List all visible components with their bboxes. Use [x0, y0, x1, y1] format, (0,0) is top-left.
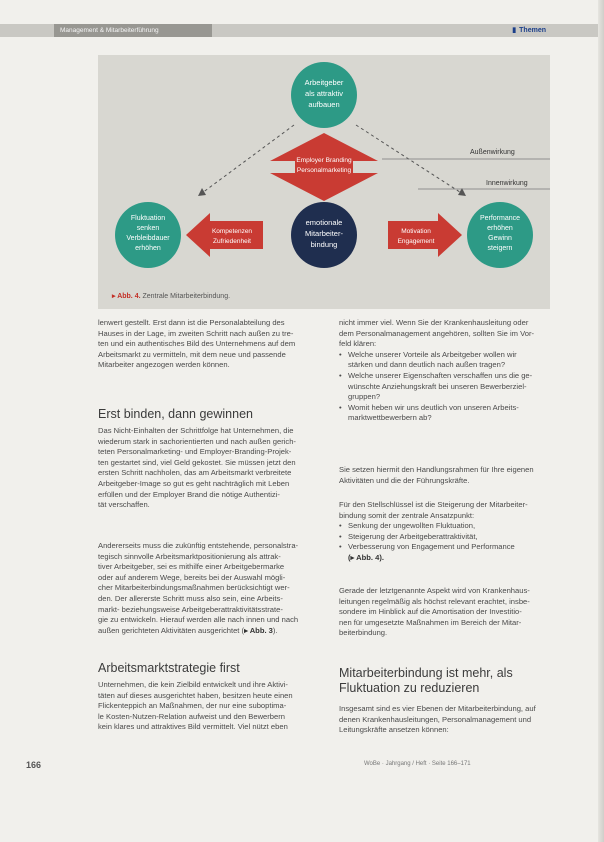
- heading-line: Mitarbeiterbindung ist mehr, als: [339, 666, 513, 680]
- center-arrow-line-2: Personalmarketing: [296, 167, 352, 174]
- text-line: leitungen regelmäßig als höchst relevant erachtet, insbe-: [339, 596, 530, 606]
- heading-erst-binden: Erst binden, dann gewinnen: [98, 407, 253, 421]
- heading-arbeitsmarktstrategie: Arbeitsmarktstrategie first: [98, 661, 240, 675]
- text-line: bindung somit der zentrale Ansatzpunkt:: [339, 510, 475, 520]
- list-item: [339, 350, 553, 371]
- text-line: ten gestartet sind, viel Geld gekostet. Sie müssen jetzt den: [98, 457, 296, 467]
- text-line: Gerade der letztgenannte Aspekt wird von Krankenhaus-: [339, 586, 530, 595]
- text-line: Insgesamt sind es vier Ebenen der Mitarbeiterbindung, auf: [339, 704, 536, 713]
- right-circle-line-4: steigern: [487, 245, 513, 252]
- list-item: • Steigerung der Arbeitgeberattraktivität,: [339, 532, 553, 543]
- text-line: Das Nicht-Einhalten der Schrittfolge hat Unternehmen, die: [98, 426, 294, 435]
- text-line: Andererseits muss die zukünftig entstehende, personalstra-: [98, 541, 299, 550]
- binding-list: [339, 521, 553, 563]
- caption-ref: ▸ Abb. 4.: [112, 293, 141, 300]
- right-circle-line-2: erhöhen: [487, 225, 513, 232]
- text-line: denen Krankenhausleitungen, Personalmanagement und: [339, 714, 532, 724]
- text-line: tegisch sinnvolle Arbeitsmarktpositionierung als attrak-: [98, 551, 281, 561]
- center-arrow-line-1: Employer Branding: [296, 157, 352, 164]
- text-line: Sie setzen hiermit den Handlungsrahmen für Ihre eigenen: [339, 465, 534, 474]
- text-line: wünschte Anziehungskraft bei unseren Bewerberziel-: [348, 381, 527, 391]
- text-line: gie zu entwickeln. Hierauf werden alle nach innen und nach: [98, 615, 299, 625]
- text-line: Arbeitsmarkt zu vermitteln, mit dem neue und passende: [98, 349, 286, 359]
- figure-diagram: [98, 55, 550, 309]
- list-item: • Senkung der ungewollten Fluktuation,: [339, 521, 553, 532]
- dashed-arrowhead-left: [198, 188, 206, 196]
- list-item: [339, 403, 553, 424]
- text-line: ten und ein authentisches Bild des Unternehmens auf dem: [98, 339, 296, 349]
- text-line: sondere im Hinblick auf die Amortisation der Investitio-: [339, 607, 522, 617]
- left-arrow: [186, 213, 263, 257]
- top-circle-line-1: Arbeitgeber: [304, 78, 344, 87]
- left-para-2: [98, 541, 316, 636]
- section-tag: Management & Mitarbeiterführung: [54, 24, 212, 37]
- text-fragment: ).: [272, 625, 278, 635]
- right-intro: [339, 318, 553, 424]
- text-line: [98, 626, 316, 637]
- caption-text: Zentrale Mitarbeiterbindung.: [140, 293, 231, 300]
- list-item: [339, 542, 553, 563]
- header-right-label: Themen: [519, 27, 546, 34]
- text-line: markt- beziehungsweise Arbeitgeberattraktivitätsstrate-: [98, 604, 283, 614]
- left-para-1: [98, 426, 316, 511]
- left-circle-line-3: Verbleibdauer: [126, 235, 170, 242]
- text-line: Verbesserung von Engagement und Performance: [348, 542, 515, 552]
- text-line: teten Personalmarketing- und Employer-Branding-Projek-: [98, 447, 292, 457]
- text-line: Leitungskräfte ansetzen können:: [339, 725, 449, 735]
- right-arrow: [388, 213, 462, 257]
- text-line: den. Der allererste Schritt muss also sein, eine Arbeits-: [98, 593, 283, 603]
- text-line: dem Personalmanagement angehören, sollten Sie im Vor-: [339, 328, 535, 338]
- header-right: [512, 24, 546, 37]
- text-line: stärken und dann deutlich nach außen tragen?: [348, 360, 506, 370]
- center-circle-line-3: bindung: [310, 240, 338, 249]
- text-line: tiver Arbeitgeber, sei es mithilfe einer Arbeitgebermarke: [98, 562, 285, 572]
- footer-citation: WoBe · Jahrgang / Heft · Seite 166–171: [364, 761, 471, 767]
- text-line: gruppen?: [348, 392, 381, 402]
- list-item: [339, 371, 553, 403]
- text-fragment: außen gerichteten Aktivitäten ausgerichtet (: [98, 625, 245, 635]
- text-line: Welche unserer Eigenschaften verschaffen uns die ge-: [348, 370, 533, 380]
- top-circle-line-2: als attraktiv: [305, 89, 343, 98]
- text-line: Welche unserer Vorteile als Arbeitgeber wollen wir: [348, 349, 517, 359]
- text-line: wiederum stark in sachorientierten und nach außen gerich-: [98, 436, 296, 446]
- text-line: Mitarbeiter angezogen werden können.: [98, 360, 230, 370]
- question-list: [339, 350, 553, 424]
- text-line: ersten Schritt nachholen, das am Arbeitsmarkt verbreitete: [98, 468, 292, 478]
- right-arrow-line-1: Motivation: [401, 228, 431, 235]
- page-number: 166: [26, 760, 42, 770]
- heading-line: Fluktuation zu reduzieren: [339, 681, 480, 695]
- text-line: marktwettbewerbern ab?: [348, 413, 432, 423]
- text-line: Für den Stellschlüssel ist die Steigerung der Mitarbeiter-: [339, 500, 528, 509]
- text-line: nen für umgesetzte Maßnahmen im Bereich der Mitar-: [339, 617, 522, 627]
- heading-mitarbeiterbindung: [339, 666, 553, 696]
- figure-ref: ▸ Abb. 3: [244, 625, 273, 635]
- left-intro: [98, 318, 316, 371]
- right-circle-line-1: Performance: [479, 215, 521, 222]
- text-line: erfüllen und der Employer Brand die nötige Authentizi-: [98, 489, 280, 499]
- text-line: le Kosten-Nutzen-Relation aufweist und den Bewerbern: [98, 711, 285, 721]
- inner-effect-label: Innenwirkung: [486, 180, 528, 187]
- marker-icon: ▮: [512, 27, 517, 34]
- text-line: tät verschaffen.: [98, 500, 150, 510]
- left-arrow-line-2: Zufriedenheit: [213, 238, 251, 245]
- right-circle-line-3: Gewinn: [488, 235, 512, 242]
- text-line: Hauses in der Lage, im zweiten Schritt nach außen zu tre-: [98, 328, 294, 338]
- text-line: Aktivitäten und die der Führungskräfte.: [339, 475, 470, 485]
- left-para-3: [98, 680, 316, 733]
- right-para-1: [339, 465, 553, 486]
- left-arrow-line-1: Kompetenzen: [211, 228, 253, 235]
- left-circle-line-4: erhöhen: [135, 245, 161, 252]
- text-line: feld klären:: [339, 339, 377, 349]
- right-para-2: [339, 500, 553, 564]
- right-para-3: [339, 586, 553, 639]
- left-circle-line-1: Fluktuation: [130, 215, 166, 222]
- top-circle-line-3: aufbauen: [308, 100, 340, 109]
- text-line: Womit heben wir uns deutlich von unseren Arbeits-: [348, 402, 519, 412]
- text-line: lenwert gestellt. Erst dann ist die Personalabteilung des: [98, 318, 285, 327]
- figure-caption: [112, 292, 230, 300]
- text-line: nicht immer viel. Wenn Sie der Krankenhausleitung oder: [339, 318, 529, 327]
- left-circle-line-2: senken: [136, 225, 160, 232]
- text-line: täten auf dieses ausgerichtet haben, besitzen heute einen: [98, 690, 293, 700]
- text-line: beiterbindung.: [339, 628, 388, 638]
- text-line: cher Mitarbeiterbindungsmaßnahmen berücksichtigt wer-: [98, 583, 290, 593]
- center-circle-line-1: emotionale: [305, 218, 343, 227]
- text-line: kein klares und attraktives Bild vermittelt. Viel nützt eben: [98, 722, 288, 732]
- center-circle-line-2: Mitarbeiter-: [305, 229, 343, 238]
- text-line: oder auf anderem Wege, bereits bei der Auswahl mögli-: [98, 572, 286, 582]
- diagram-svg: [98, 55, 550, 309]
- text-line: Arbeitgeber-Image so gut es geht nachträglich mit Leben: [98, 478, 290, 488]
- right-arrow-line-2: Engagement: [397, 238, 435, 245]
- text-line: Flickenteppich an Maßnahmen, der nur eine suboptima-: [98, 701, 287, 711]
- figure-ref: (▸ Abb. 4).: [348, 552, 385, 562]
- outer-effect-label: Außenwirkung: [470, 149, 515, 156]
- text-line: Unternehmen, die kein Zielbild entwickelt und ihre Aktivi-: [98, 680, 288, 689]
- right-para-4: [339, 704, 553, 736]
- page-edge: [598, 0, 604, 842]
